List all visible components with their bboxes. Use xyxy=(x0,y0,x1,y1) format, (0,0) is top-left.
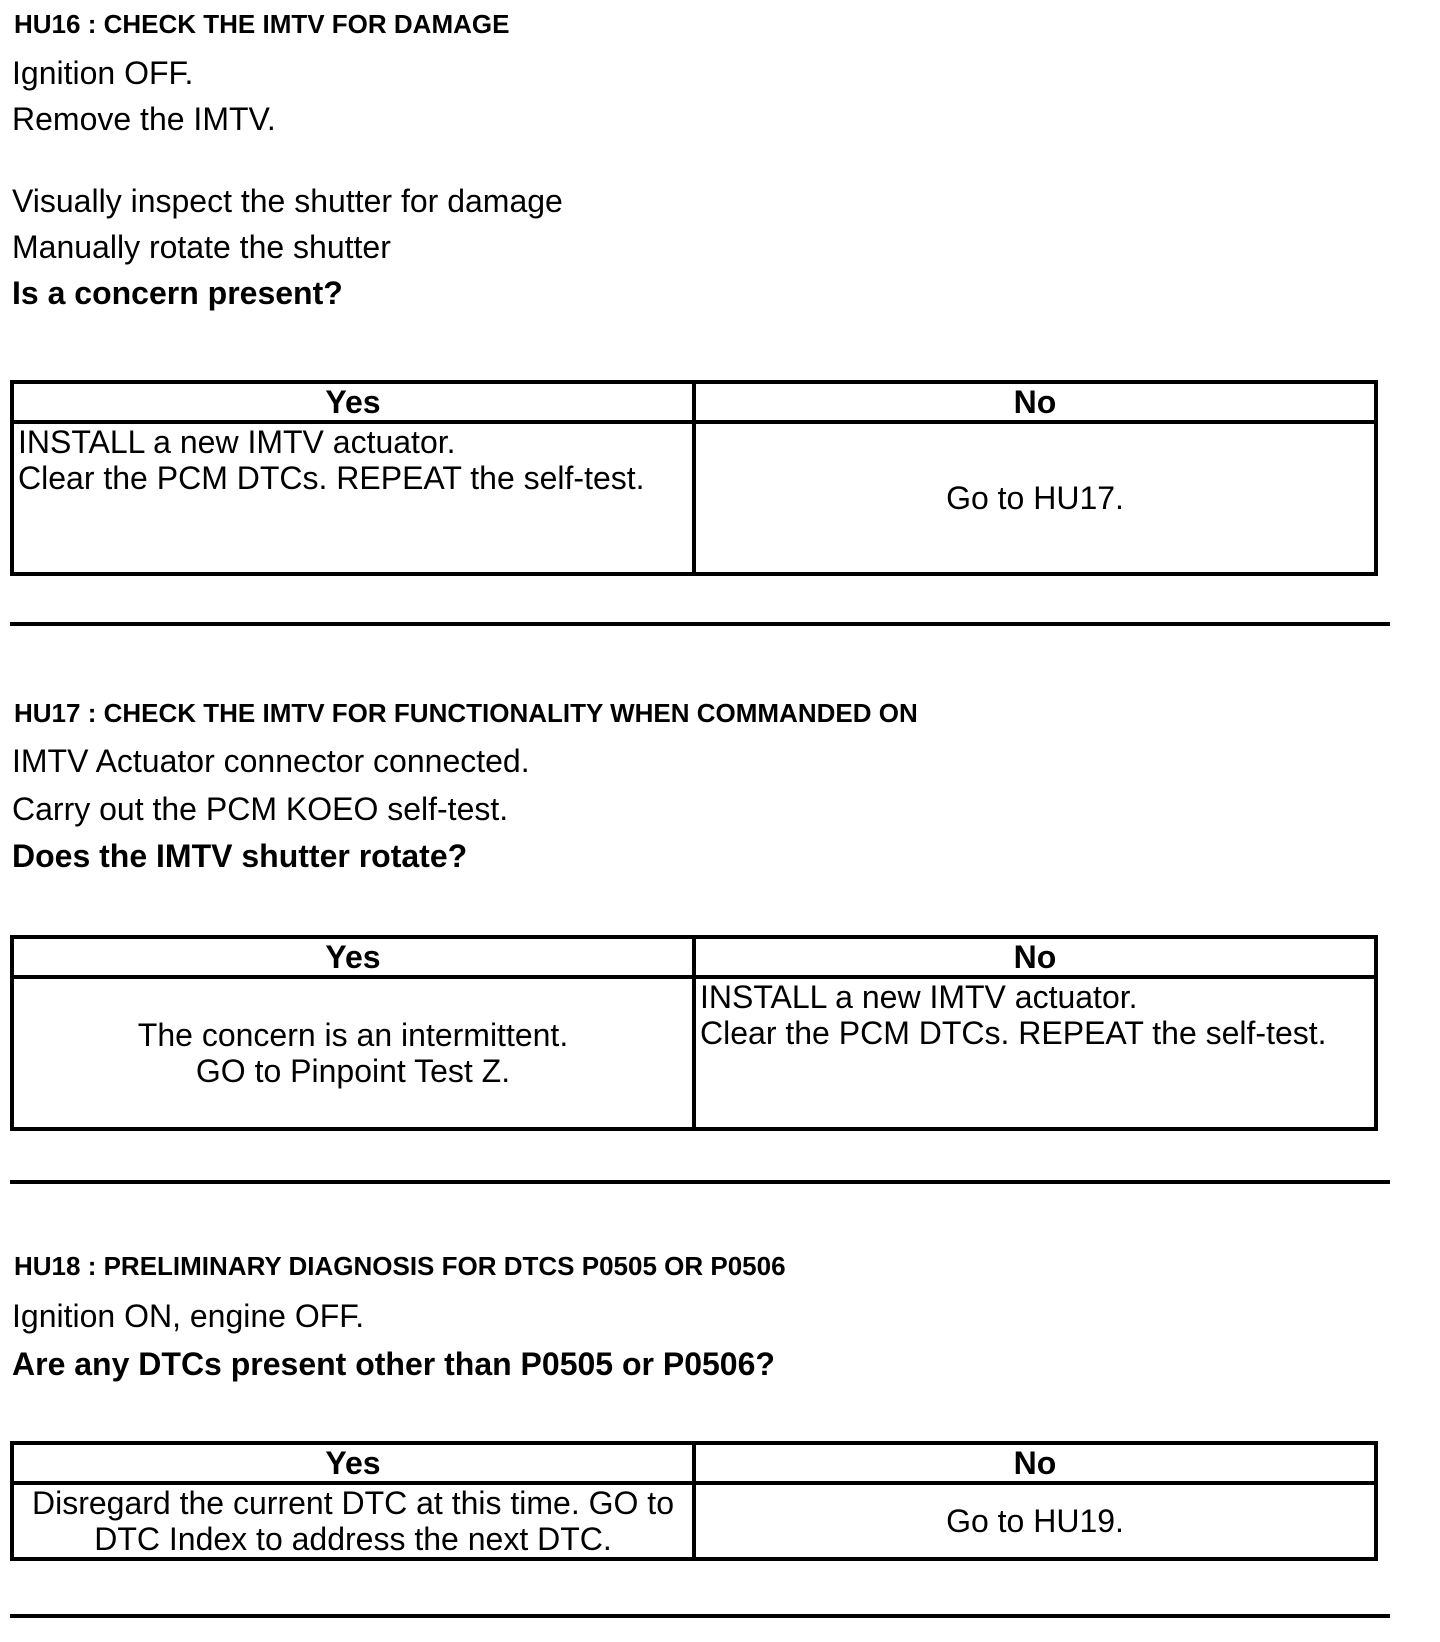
question-text: Are any DTCs present other than P0505 or P0506? xyxy=(12,1346,775,1382)
decision-table xyxy=(10,935,1378,1131)
section-heading: HU18 : PRELIMINARY DIAGNOSIS FOR DTCS P0505 OR P0506 xyxy=(14,1251,786,1281)
section-heading: HU17 : CHECK THE IMTV FOR FUNCTIONALITY WHEN COMMANDED ON xyxy=(14,698,918,728)
no-cell-line: Clear the PCM DTCs. REPEAT the self-test. xyxy=(700,1015,1327,1051)
yes-cell-line: The concern is an intermittent. xyxy=(137,1017,569,1053)
no-cell xyxy=(694,1483,1376,1559)
yes-cell-line: GO to Pinpoint Test Z. xyxy=(195,1053,511,1089)
no-header: No xyxy=(694,382,1376,422)
step-text: Remove the IMTV. xyxy=(12,101,276,137)
no-cell-line: Go to HU19. xyxy=(946,1503,1124,1539)
yes-cell-line: DTC Index to address the next DTC. xyxy=(94,1521,612,1557)
section-heading: HU16 : CHECK THE IMTV FOR DAMAGE xyxy=(14,9,510,39)
yes-cell-line: INSTALL a new IMTV actuator. xyxy=(18,424,456,460)
yes-header: Yes xyxy=(12,937,694,977)
step-text: Visually inspect the shutter for damage xyxy=(12,183,563,219)
step-text: Ignition OFF. xyxy=(12,55,194,91)
no-header: No xyxy=(694,1443,1376,1483)
yes-cell-line: Disregard the current DTC at this time. GO to xyxy=(32,1485,674,1521)
yes-header: Yes xyxy=(12,1443,694,1483)
section-divider xyxy=(10,1180,1390,1184)
question-text: Does the IMTV shutter rotate? xyxy=(12,838,468,874)
decision-table xyxy=(10,1441,1378,1561)
yes-cell xyxy=(12,977,694,1129)
step-text: Carry out the PCM KOEO self-test. xyxy=(12,791,509,827)
no-cell-line: INSTALL a new IMTV actuator. xyxy=(700,979,1138,1015)
step-text: Ignition ON, engine OFF. xyxy=(12,1298,365,1334)
no-cell-line: Go to HU17. xyxy=(946,480,1124,516)
yes-cell xyxy=(12,1483,694,1559)
step-text: Manually rotate the shutter xyxy=(12,229,391,265)
step-text: IMTV Actuator connector connected. xyxy=(12,743,530,779)
yes-header: Yes xyxy=(12,382,694,422)
yes-cell-line: Clear the PCM DTCs. REPEAT the self-test. xyxy=(18,460,645,496)
no-header: No xyxy=(694,937,1376,977)
question-text: Is a concern present? xyxy=(12,275,343,311)
no-cell xyxy=(694,422,1376,574)
yes-cell xyxy=(12,422,694,574)
no-cell xyxy=(694,977,1376,1129)
section-divider xyxy=(10,1614,1390,1618)
decision-table xyxy=(10,380,1378,576)
section-divider xyxy=(10,622,1390,626)
